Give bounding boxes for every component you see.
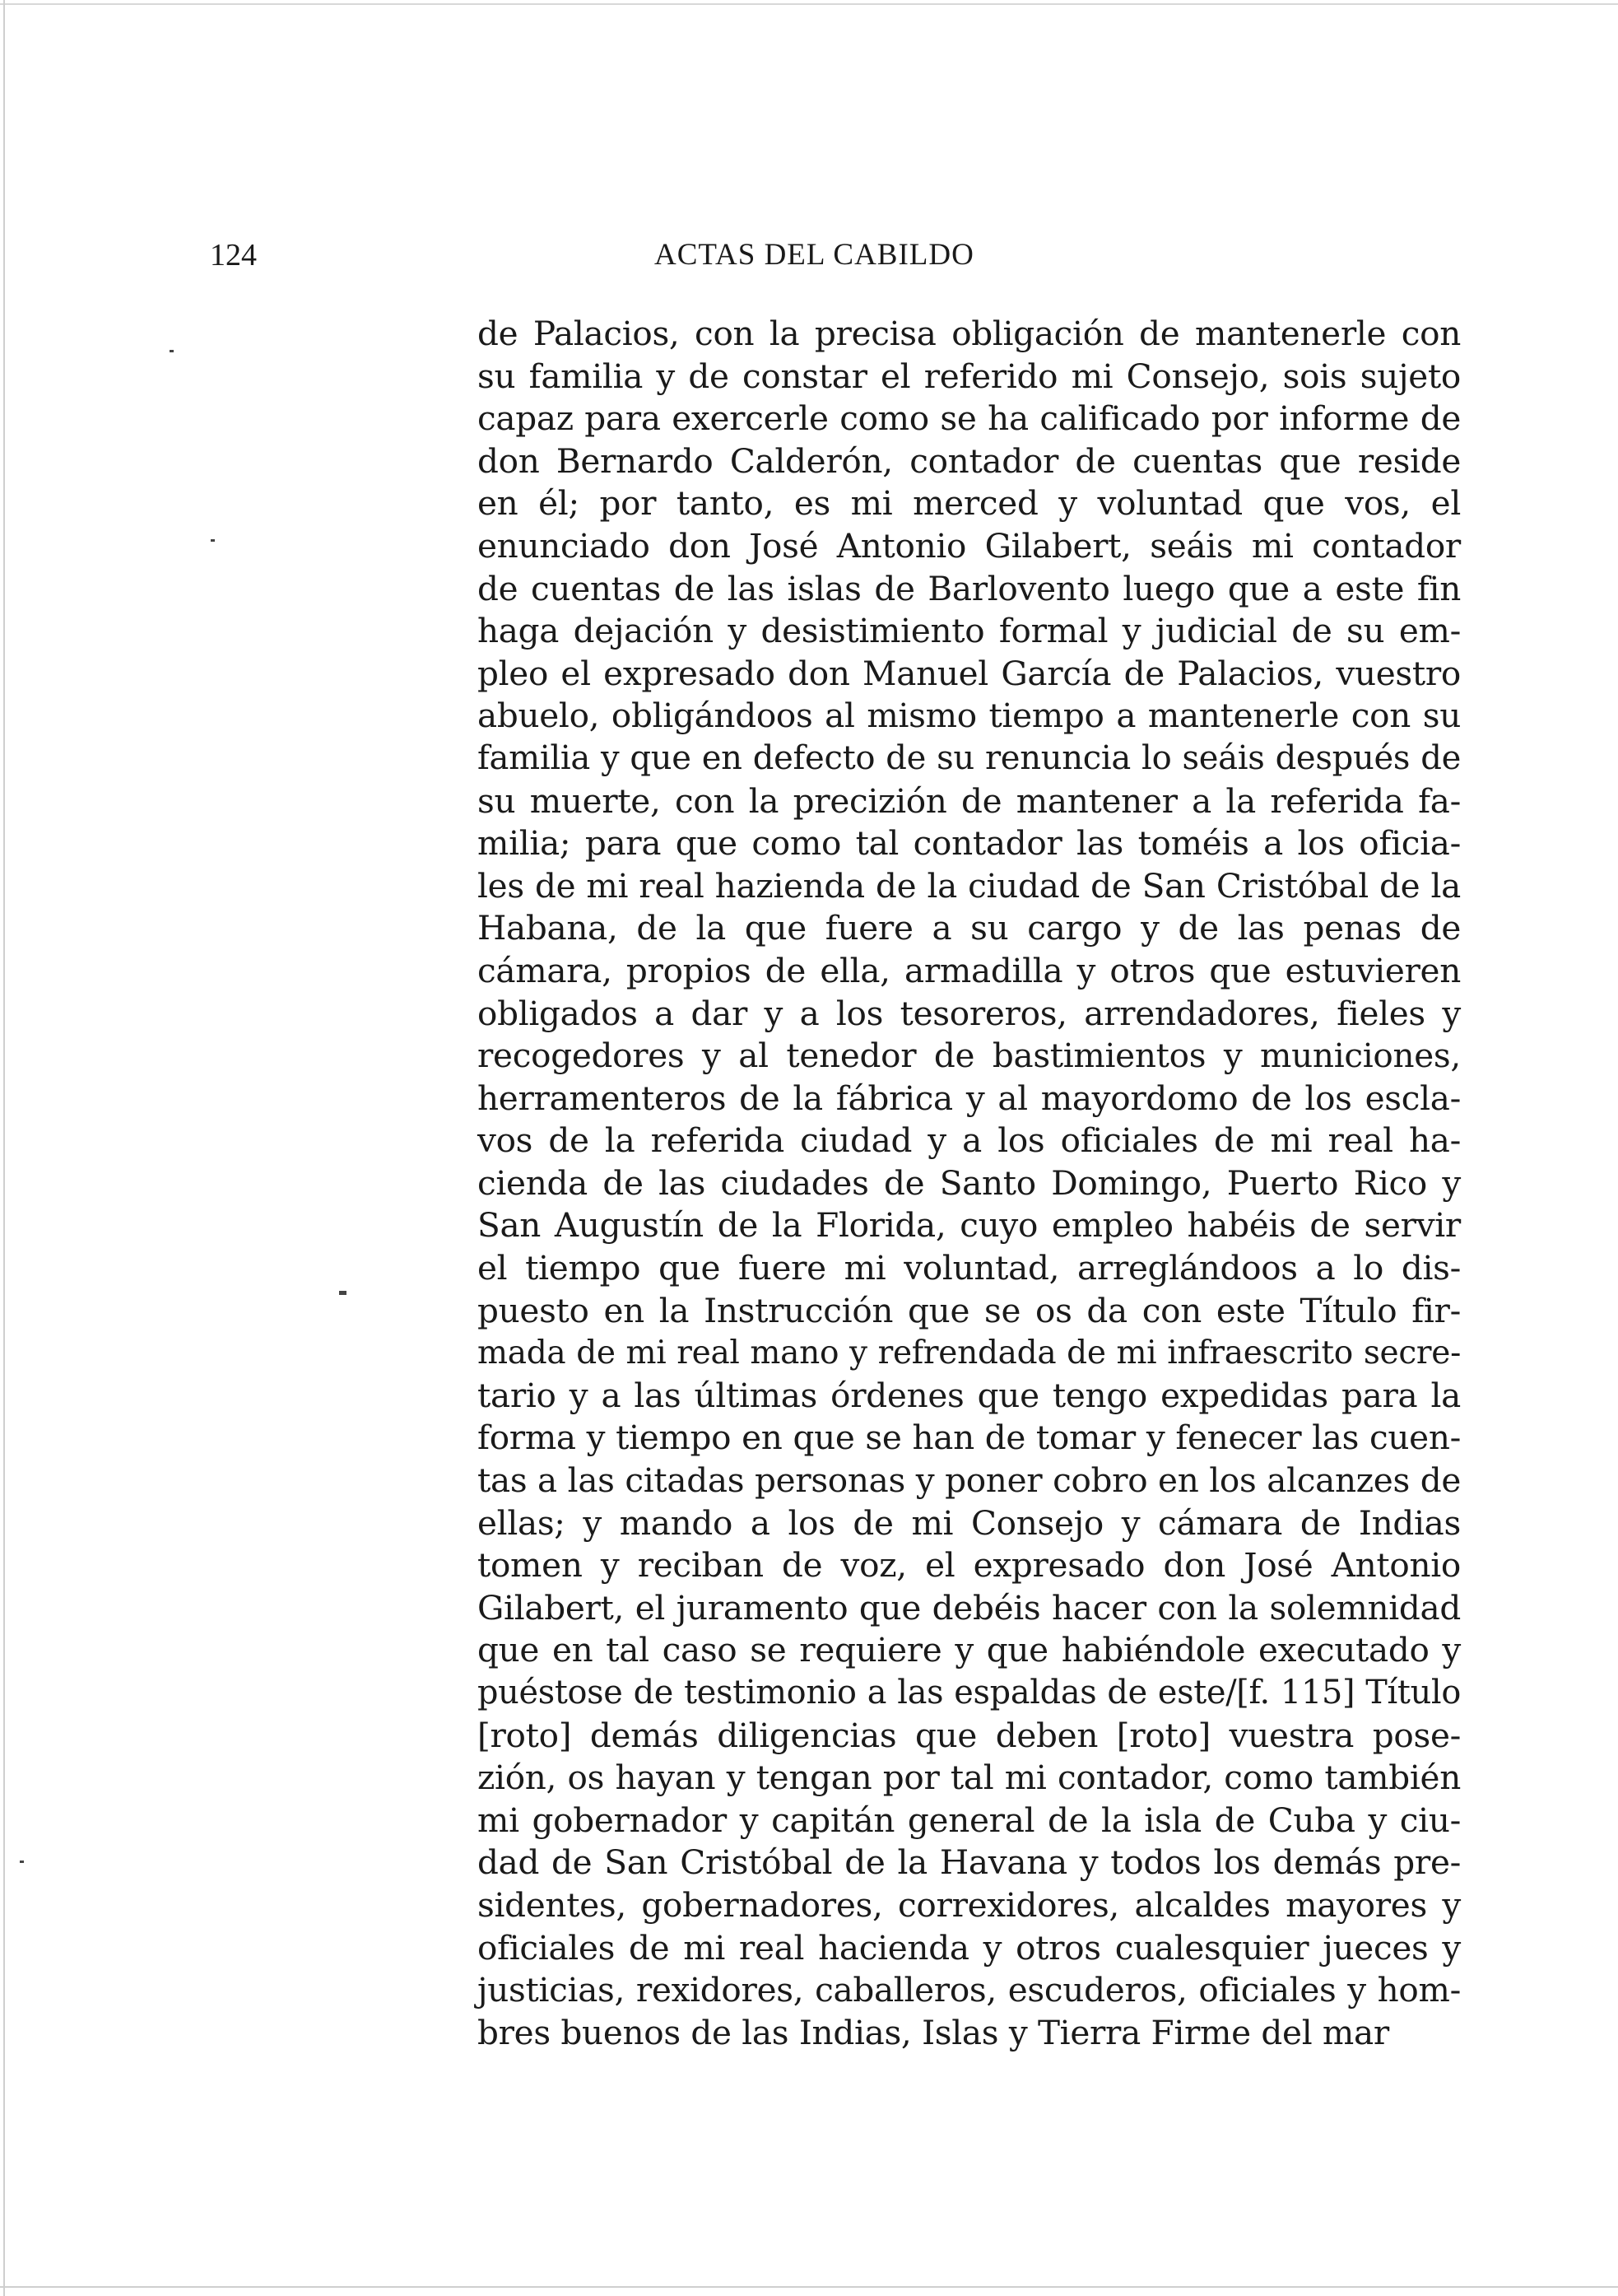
text-line: recogedores y al tenedor de bastimientos y municiones, xyxy=(477,1036,1461,1076)
text-line: abuelo, obligándoos al mismo tiempo a mantenerle con su xyxy=(477,696,1461,736)
page-header xyxy=(210,235,1473,276)
text-line: que en tal caso se requiere y que habiéndole executado y xyxy=(477,1630,1461,1670)
text-line: herramenteros de la fábrica y al mayordomo de los escla- xyxy=(477,1078,1461,1118)
text-line: les de mi real hazienda de la ciudad de San Cristóbal de la xyxy=(477,865,1461,906)
text-line: zión, os hayan y tengan por tal mi contador, como también xyxy=(477,1758,1461,1798)
scan-edge-top xyxy=(0,3,1618,5)
text-line: tomen y reciban de voz, el expresado don José Antonio xyxy=(477,1545,1461,1586)
text-line: vos de la referida ciudad y a los oficiales de mi real ha- xyxy=(477,1120,1461,1161)
text-line: tario y a las últimas órdenes que tengo expedidas para la xyxy=(477,1375,1461,1415)
text-line: sidentes, gobernadores, correxidores, alcaldes mayores y xyxy=(477,1884,1461,1925)
text-line: Habana, de la que fuere a su cargo y de las penas de xyxy=(477,908,1461,948)
text-line: pleo el expresado don Manuel García de Palacios, vuestro xyxy=(477,653,1461,693)
text-line: puesto en la Instrucción que se os da con este Título fir- xyxy=(477,1290,1461,1330)
scan-edge-left xyxy=(3,0,5,2296)
text-line: cienda de las ciudades de Santo Domingo, Puerto Rico y xyxy=(477,1162,1461,1203)
text-line: su muerte, con la precizión de mantener a la referida fa- xyxy=(477,780,1461,821)
text-line: familia y que en defecto de su renuncia lo seáis después de xyxy=(477,738,1461,777)
text-line: justicias, rexidores, caballeros, escuderos, oficiales y hom- xyxy=(477,1970,1461,2010)
scan-edge-bottom xyxy=(0,2286,1618,2288)
margin-speck xyxy=(339,1291,346,1295)
text-line: obligados a dar y a los tesoreros, arrendadores, fieles y xyxy=(477,993,1461,1033)
text-line: el tiempo que fuere mi voluntad, arreglándoos a lo dis- xyxy=(477,1248,1461,1288)
text-line: tas a las citadas personas y poner cobro en los alcanzes de xyxy=(477,1460,1461,1501)
text-line: enunciado don José Antonio Gilabert, seáis mi contador xyxy=(477,525,1461,566)
text-line: de Palacios, con la precisa obligación de mantenerle con xyxy=(477,314,1461,353)
text-line: cámara, propios de ella, armadilla y otros que estuvieren xyxy=(477,950,1461,990)
text-line: oficiales de mi real hacienda y otros cualesquier jueces y xyxy=(477,1927,1461,1968)
text-line: bres buenos de las Indias, Islas y Tierra Firme del mar xyxy=(477,2012,1389,2052)
body-text xyxy=(477,313,1461,2054)
margin-speck xyxy=(211,539,215,542)
text-line: milia; para que como tal contador las toméis a los oficia- xyxy=(477,823,1461,864)
text-line: mada de mi real mano y refrendada de mi infraescrito secre- xyxy=(477,1334,1461,1372)
text-line: don Bernardo Calderón, contador de cuentas que reside xyxy=(477,440,1461,481)
text-line: San Augustín de la Florida, cuyo empleo habéis de servir xyxy=(477,1205,1461,1246)
margin-speck xyxy=(20,1861,24,1863)
text-line: Gilabert, el juramento que debéis hacer con la solemnidad xyxy=(477,1587,1461,1628)
text-line: forma y tiempo en que se han de tomar y fenecer las cuen- xyxy=(477,1418,1461,1458)
page-number: 124 xyxy=(210,238,257,272)
text-line: puéstose de testimonio a las espaldas de este/[f. 115] Título xyxy=(477,1674,1461,1712)
text-line: dad de San Cristóbal de la Havana y todos los demás pre- xyxy=(477,1842,1461,1883)
text-line: capaz para exercerle como se ha calificado por informe de xyxy=(477,398,1461,439)
text-line: de cuentas de las islas de Barlovento luego que a este fin xyxy=(477,568,1461,608)
text-line: [roto] demás diligencias que deben [roto] vuestra pose- xyxy=(477,1715,1461,1755)
running-head: ACTAS DEL CABILDO xyxy=(654,238,974,272)
margin-speck xyxy=(170,350,174,352)
text-line: mi gobernador y capitán general de la isla de Cuba y ciu- xyxy=(477,1800,1461,1840)
text-line: ellas; y mando a los de mi Consejo y cámara de Indias xyxy=(477,1502,1461,1543)
text-line: su familia y de constar el referido mi Consejo, sois sujeto xyxy=(477,356,1461,396)
text-line: haga dejación y desistimiento formal y judicial de su em- xyxy=(477,611,1461,651)
text-line: en él; por tanto, es mi merced y voluntad que vos, el xyxy=(477,483,1461,524)
